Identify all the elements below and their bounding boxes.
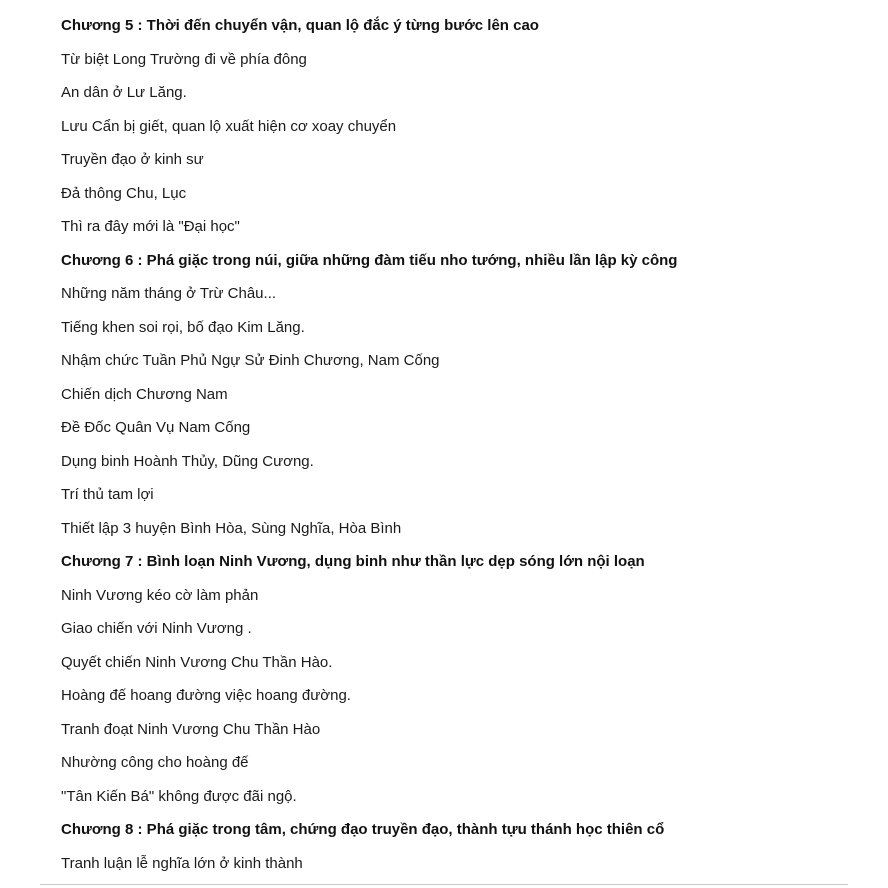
section-item: Từ biệt Long Trường đi về phía đông — [61, 50, 307, 68]
section-item: Lưu Cẩn bị giết, quan lộ xuất hiện cơ xoay chuyển — [61, 117, 397, 135]
section-item: Truyền đạo ở kinh sư — [61, 151, 204, 168]
document-body — [61, 16, 868, 887]
section-item: Thì ra đây mới là "Đại học" — [61, 218, 240, 235]
section-item: "Tân Kiến Bá" không được đãi ngộ. — [61, 787, 297, 805]
section-item: Giao chiến với Ninh Vương . — [61, 620, 252, 637]
section-item: Nhường công cho hoàng đế — [61, 754, 249, 771]
section-item: Trí thủ tam lợi — [61, 486, 154, 503]
section-item: Những năm tháng ở Trừ Châu... — [61, 285, 277, 302]
chapter-heading: Chương 7 : Bình loạn Ninh Vương, dụng binh như thần lực dẹp sóng lớn nội loạn — [61, 553, 645, 570]
section-item: Đả thông Chu, Lục — [61, 184, 187, 202]
section-item: Dụng binh Hoành Thủy, Dũng Cương. — [61, 452, 314, 470]
chapter-heading: Chương 5 : Thời đến chuyển vận, quan lộ đắc ý từng bước lên cao — [61, 17, 539, 34]
bottom-divider — [40, 884, 848, 885]
section-item: Quyết chiến Ninh Vương Chu Thần Hào. — [61, 653, 333, 671]
section-item: Thiết lập 3 huyện Bình Hòa, Sùng Nghĩa, Hòa Bình — [61, 519, 402, 537]
section-item: Chiến dịch Chương Nam — [61, 385, 228, 403]
section-item: Tiếng khen soi rọi, bố đạo Kim Lăng. — [61, 318, 305, 336]
chapter-heading: Chương 6 : Phá giặc trong núi, giữa những đàm tiếu nho tướng, nhiều lần lập kỳ công — [61, 251, 678, 269]
section-item: Ninh Vương kéo cờ làm phản — [61, 586, 259, 604]
section-item: Đề Đốc Quân Vụ Nam Cống — [61, 419, 251, 436]
chapter-heading: Chương 8 : Phá giặc trong tâm, chứng đạo truyền đạo, thành tựu thánh học thiên cổ — [61, 821, 665, 838]
section-item: Tranh đoạt Ninh Vương Chu Thần Hào — [61, 720, 321, 738]
section-item: Nhậm chức Tuần Phủ Ngự Sử Đinh Chương, Nam Cống — [61, 352, 440, 369]
section-item: Tranh luận lễ nghĩa lớn ở kinh thành — [61, 854, 303, 872]
section-item: An dân ở Lư Lăng. — [61, 84, 187, 101]
section-item: Hoàng đế hoang đường việc hoang đường. — [61, 687, 351, 704]
